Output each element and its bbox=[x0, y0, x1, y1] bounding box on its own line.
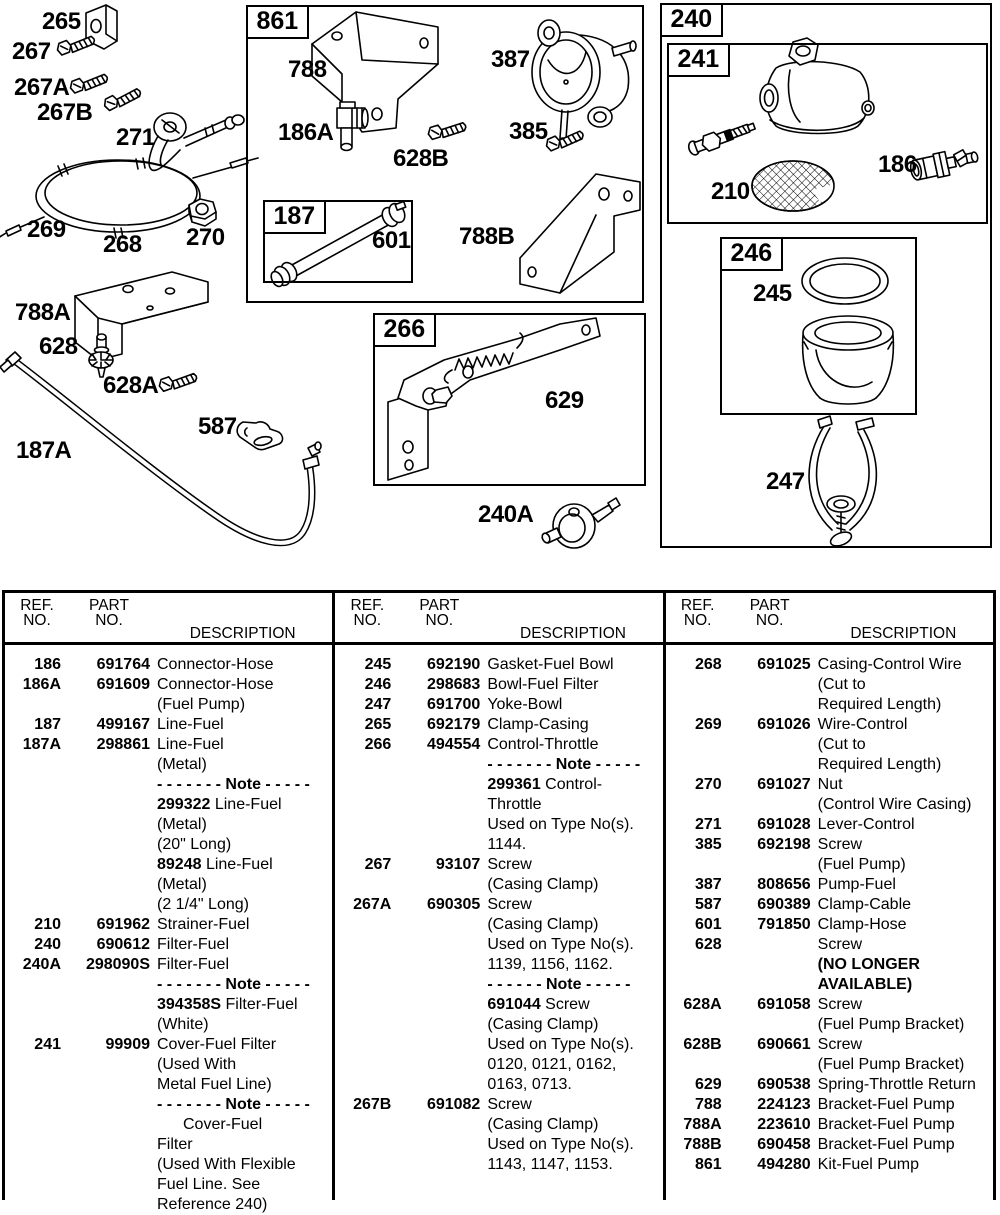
header-description: DESCRIPTION bbox=[850, 625, 957, 642]
description: Clamp-Hose bbox=[817, 916, 907, 933]
table-rows bbox=[5, 645, 332, 1215]
ref-no: 267A bbox=[353, 896, 392, 913]
description: Screw (Casing Clamp) Used on Type No(s). 1143, 1147, 1153. bbox=[487, 1096, 634, 1173]
table-row bbox=[674, 1075, 993, 1095]
callout-788A: 788A bbox=[15, 299, 71, 326]
part-no: 690389 bbox=[757, 896, 811, 913]
callout-269: 269 bbox=[27, 216, 66, 243]
callout-267B: 267B bbox=[37, 99, 93, 126]
table-column-1 bbox=[5, 593, 335, 1213]
callout-186: 186 bbox=[878, 151, 917, 178]
description: Yoke-Bowl bbox=[487, 696, 563, 713]
ref-no: 587 bbox=[694, 896, 722, 913]
table-column-3 bbox=[666, 593, 993, 1200]
ref-no: 267B bbox=[353, 1096, 392, 1113]
part-no: 494280 bbox=[757, 1156, 811, 1173]
part-no: 690661 bbox=[757, 1036, 811, 1053]
part-drawing-267 bbox=[56, 34, 96, 56]
part-no: 690538 bbox=[757, 1076, 811, 1093]
description: Screw (Casing Clamp) Used on Type No(s). 1139, 1156, 1162. - - - - - - Note - - - - - 691044 Screw (Casing Clamp) Used on Type No(s). 0120, 0121, 0162, 0163, 0713. bbox=[487, 896, 634, 1093]
ref-no: 240 bbox=[34, 936, 61, 953]
table-row bbox=[13, 735, 332, 915]
callout-601: 601 bbox=[372, 227, 411, 254]
ref-no: 247 bbox=[364, 696, 392, 713]
part-no: 494554 bbox=[426, 736, 481, 753]
ref-no: 387 bbox=[694, 876, 722, 893]
part-no: 224123 bbox=[757, 1096, 811, 1113]
part-drawing-271 bbox=[149, 113, 244, 170]
description: Filter-Fuel bbox=[157, 936, 230, 953]
part-no: 691025 bbox=[757, 656, 811, 673]
ref-no: 210 bbox=[34, 916, 61, 933]
description: Screw (Casing Clamp) bbox=[487, 856, 599, 893]
description: Bracket-Fuel Pump bbox=[817, 1096, 955, 1113]
table-row bbox=[343, 895, 662, 1095]
table-row bbox=[674, 1155, 993, 1175]
ref-no: 861 bbox=[694, 1156, 722, 1173]
table-row bbox=[674, 915, 993, 935]
ref-no: 628A bbox=[683, 996, 722, 1013]
callout-210: 210 bbox=[711, 178, 750, 205]
group-box-label: 246 bbox=[720, 237, 784, 271]
part-drawing-788A-bracket bbox=[75, 272, 208, 360]
part-no bbox=[729, 935, 811, 995]
group-box-label: 266 bbox=[373, 313, 437, 347]
table-row bbox=[13, 655, 332, 675]
callout-387: 387 bbox=[491, 46, 530, 73]
header-part-no: PART NO. bbox=[89, 597, 129, 629]
description: Wire-Control (Cut to Required Length) bbox=[817, 716, 942, 773]
table-row bbox=[343, 855, 662, 895]
ref-no: 268 bbox=[694, 656, 722, 673]
table-row bbox=[343, 715, 662, 735]
callout-629: 629 bbox=[545, 387, 584, 414]
ref-no: 186 bbox=[34, 656, 61, 673]
ref-no: 601 bbox=[694, 916, 722, 933]
table-header bbox=[335, 593, 662, 645]
description: Connector-Hose bbox=[157, 656, 274, 673]
table-row bbox=[13, 935, 332, 955]
description: Filter-Fuel - - - - - - - Note - - - - - 394358S Filter-Fuel (White) bbox=[157, 956, 310, 1033]
description: Clamp-Casing bbox=[487, 716, 589, 733]
table-row bbox=[343, 675, 662, 695]
description: Bracket-Fuel Pump bbox=[817, 1116, 955, 1133]
description: Clamp-Cable bbox=[817, 896, 912, 913]
table-row bbox=[674, 875, 993, 895]
callout-271: 271 bbox=[116, 124, 155, 151]
part-no: 791850 bbox=[757, 916, 811, 933]
table-row bbox=[674, 775, 993, 815]
part-no: 691082 bbox=[426, 1096, 481, 1113]
header-description: DESCRIPTION bbox=[189, 625, 296, 642]
description: Bowl-Fuel Filter bbox=[487, 676, 599, 693]
part-no: 691058 bbox=[757, 996, 811, 1013]
description: Spring-Throttle Return bbox=[817, 1076, 976, 1093]
part-no: 93107 bbox=[435, 856, 481, 873]
description: Screw (Fuel Pump Bracket) bbox=[817, 996, 965, 1033]
callout-628: 628 bbox=[39, 333, 78, 360]
description: Line-Fuel (Metal) - - - - - - - Note - - - - - 299322 Line-Fuel (Metal) (20" Long) 89248 Line-Fuel (Metal) (2 1/4" Long) bbox=[157, 736, 310, 913]
part-no: 691700 bbox=[426, 696, 481, 713]
part-no: 691026 bbox=[757, 716, 811, 733]
ref-no: 265 bbox=[364, 716, 392, 733]
header-part-no: PART NO. bbox=[749, 597, 790, 629]
ref-no: 269 bbox=[694, 716, 722, 733]
ref-no: 266 bbox=[364, 736, 392, 753]
table-row bbox=[13, 675, 332, 715]
table-row bbox=[13, 1035, 332, 1215]
callout-247: 247 bbox=[766, 468, 805, 495]
description: Strainer-Fuel bbox=[157, 916, 250, 933]
group-box-241 bbox=[667, 43, 988, 224]
callout-788: 788 bbox=[288, 56, 327, 83]
header-ref-no: REF. NO. bbox=[680, 597, 715, 629]
table-row bbox=[674, 895, 993, 915]
ref-no: 186A bbox=[22, 676, 61, 693]
table-row bbox=[674, 1115, 993, 1135]
table-header bbox=[5, 593, 332, 645]
part-drawing-587-clamp bbox=[237, 422, 282, 450]
part-drawing-267B bbox=[102, 86, 142, 111]
table-row bbox=[13, 915, 332, 935]
part-no: 691028 bbox=[757, 816, 811, 833]
callout-265: 265 bbox=[42, 8, 81, 35]
parts-table bbox=[2, 590, 996, 1213]
callout-788B: 788B bbox=[459, 223, 515, 250]
part-no: 298683 bbox=[426, 676, 481, 693]
group-box-266 bbox=[373, 313, 646, 486]
part-no: 690612 bbox=[96, 936, 150, 953]
header-ref-no: REF. NO. bbox=[350, 597, 385, 629]
part-no: 99909 bbox=[105, 1036, 150, 1053]
callout-628B: 628B bbox=[393, 145, 449, 172]
callout-628A: 628A bbox=[103, 372, 159, 399]
description: Nut (Control Wire Casing) bbox=[817, 776, 972, 813]
part-no: 690305 bbox=[426, 896, 481, 913]
part-no: 691962 bbox=[96, 916, 150, 933]
table-rows bbox=[335, 645, 662, 1175]
part-drawing-267A bbox=[69, 72, 109, 94]
table-header bbox=[666, 593, 993, 645]
table-row bbox=[13, 955, 332, 1035]
part-no: 298090S bbox=[85, 956, 150, 973]
callout-267A: 267A bbox=[14, 74, 70, 101]
part-drawing-268-cable bbox=[0, 158, 258, 238]
table-row bbox=[674, 1095, 993, 1115]
part-no: 691027 bbox=[757, 776, 811, 793]
ref-no: 385 bbox=[694, 836, 722, 853]
part-drawing-270-nut bbox=[189, 199, 216, 226]
table-row bbox=[343, 1095, 662, 1175]
callout-267: 267 bbox=[12, 38, 51, 65]
table-row bbox=[674, 1035, 993, 1075]
callout-186A: 186A bbox=[278, 119, 334, 146]
part-no: 223610 bbox=[757, 1116, 811, 1133]
part-no: 298861 bbox=[96, 736, 150, 753]
table-row bbox=[343, 655, 662, 675]
parts-diagram bbox=[0, 0, 1000, 588]
table-row bbox=[674, 835, 993, 875]
ref-no: 629 bbox=[694, 1076, 722, 1093]
ref-no: 267 bbox=[364, 856, 392, 873]
part-no: 692198 bbox=[757, 836, 811, 853]
description: Casing-Control Wire (Cut to Required Length) bbox=[817, 656, 962, 713]
description: Pump-Fuel bbox=[817, 876, 896, 893]
table-row bbox=[674, 995, 993, 1035]
description: Screw (NO LONGER AVAILABLE) bbox=[817, 936, 920, 993]
ref-no: 788 bbox=[694, 1096, 722, 1113]
table-row bbox=[13, 715, 332, 735]
description: Line-Fuel bbox=[157, 716, 224, 733]
callout-240A: 240A bbox=[478, 501, 534, 528]
ref-no: 246 bbox=[364, 676, 392, 693]
ref-no: 245 bbox=[364, 656, 392, 673]
description: Screw (Fuel Pump) bbox=[817, 836, 906, 873]
callout-268: 268 bbox=[103, 231, 142, 258]
group-box-187 bbox=[263, 200, 413, 283]
description: Screw (Fuel Pump Bracket) bbox=[817, 1036, 965, 1073]
ref-no: 187A bbox=[22, 736, 61, 753]
part-no: 692190 bbox=[426, 656, 481, 673]
header-description: DESCRIPTION bbox=[520, 625, 626, 642]
part-no: 691609 bbox=[96, 676, 150, 693]
callout-187A: 187A bbox=[16, 437, 72, 464]
callout-385: 385 bbox=[509, 118, 548, 145]
part-no: 691764 bbox=[96, 656, 150, 673]
description: Cover-Fuel Filter (Used With Metal Fuel Line) - - - - - - - Note - - - - - Cover-Fuel Filter (Used With Flexible Fuel Line. See Reference 240) bbox=[157, 1036, 310, 1213]
table-row bbox=[674, 655, 993, 715]
header-ref-no: REF. NO. bbox=[20, 597, 54, 629]
table-column-2 bbox=[335, 593, 665, 1200]
ref-no: 270 bbox=[694, 776, 722, 793]
description: Gasket-Fuel Bowl bbox=[487, 656, 614, 673]
callout-245: 245 bbox=[753, 280, 792, 307]
ref-no: 628B bbox=[683, 1036, 722, 1053]
table-row bbox=[674, 935, 993, 995]
ref-no: 241 bbox=[34, 1036, 61, 1053]
table-row bbox=[674, 1135, 993, 1155]
description: Connector-Hose (Fuel Pump) bbox=[157, 676, 274, 713]
callout-270: 270 bbox=[186, 224, 225, 251]
group-box-label: 241 bbox=[667, 43, 731, 77]
ref-no: 788A bbox=[683, 1116, 722, 1133]
ref-no: 240A bbox=[22, 956, 61, 973]
part-drawing-628A-screw bbox=[158, 371, 198, 392]
table-row bbox=[674, 715, 993, 775]
description: Bracket-Fuel Pump bbox=[817, 1136, 955, 1153]
group-box-label: 861 bbox=[246, 5, 310, 39]
header-part-no: PART NO. bbox=[419, 597, 460, 629]
part-drawing-240A-filter bbox=[541, 498, 620, 548]
ref-no: 187 bbox=[34, 716, 61, 733]
ref-no: 271 bbox=[694, 816, 722, 833]
ref-no: 788B bbox=[683, 1136, 722, 1153]
description: Kit-Fuel Pump bbox=[817, 1156, 920, 1173]
part-no: 690458 bbox=[757, 1136, 811, 1153]
description: Control-Throttle - - - - - - - Note - - - - - 299361 Control- Throttle Used on Type No(s). 1144. bbox=[487, 736, 641, 853]
part-no: 808656 bbox=[757, 876, 811, 893]
table-rows bbox=[666, 645, 993, 1175]
callout-587: 587 bbox=[198, 413, 237, 440]
table-row bbox=[674, 815, 993, 835]
description: Lever-Control bbox=[817, 816, 915, 833]
table-row bbox=[343, 695, 662, 715]
part-no: 499167 bbox=[96, 716, 150, 733]
part-no: 692179 bbox=[426, 716, 481, 733]
group-box-label: 240 bbox=[660, 3, 724, 37]
ref-no: 628 bbox=[694, 936, 722, 953]
group-box-label: 187 bbox=[263, 200, 327, 234]
table-row bbox=[343, 735, 662, 855]
group-box-246 bbox=[720, 237, 917, 415]
